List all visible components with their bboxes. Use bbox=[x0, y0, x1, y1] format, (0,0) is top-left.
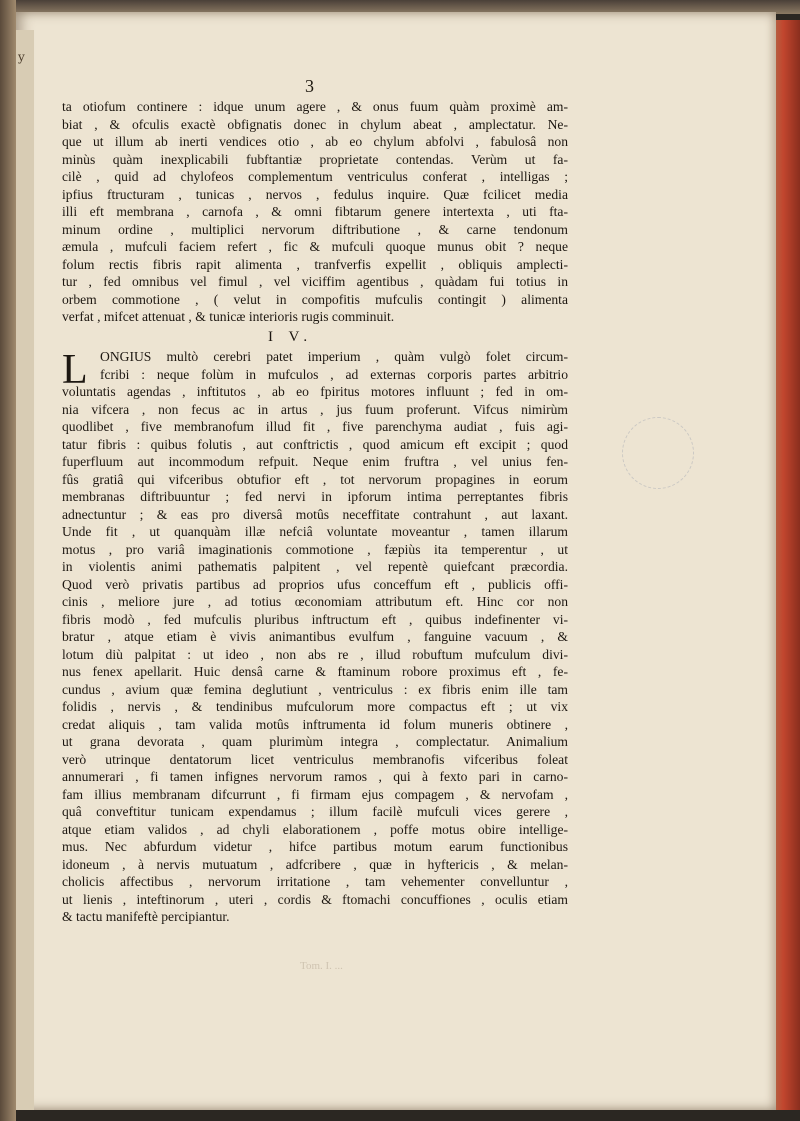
text-line: verò utrinque dentatorum licet ventriculus membranofis vifceribus foleat bbox=[62, 751, 568, 767]
text-line: Quod verò privatis partibus ad proprios ufus conceffum eft , publicis offi- bbox=[62, 576, 568, 592]
text-line: voluntatis agendas , inftitutos , ab eo fpiritus motores influunt ; fed in om- bbox=[62, 384, 568, 399]
text-line: cholicis affectibus , nervorum irritatione , tam vehementer convelluntur , bbox=[62, 874, 568, 889]
text-line: Unde fit , ut quanquàm illæ nefciâ voluntate moveantur , tamen illarum bbox=[62, 524, 568, 539]
library-stamp bbox=[622, 417, 694, 489]
text-line: nus fenex apellarit. Huic densâ carne & ftaminum robore proximus eft , fe- bbox=[62, 664, 568, 679]
text-line: lotum diù palpitat : ut ideo , non abs re , illud robuftum mufculum divi- bbox=[62, 646, 568, 662]
text-line: quâ conveftitur tunicam expendamus ; illum facilè mufculi vices gerere , bbox=[62, 804, 568, 819]
text-line: credat aliquis , tam valida motûs inftrumenta id folum muneris obtinere , bbox=[62, 716, 568, 732]
text-line: folidis , nervis , & tendinibus mufculorum more compactus eft ; ut vix bbox=[62, 699, 568, 714]
text-line: atque etiam validos , ad chyli elaborationem , poffe motus obire intellige- bbox=[62, 821, 568, 837]
left-page-fragment: y bbox=[18, 50, 25, 64]
text-line: ut grana devorata , quam plurimùm integra , complectatur. Animalium bbox=[62, 734, 568, 749]
text-line: in violentis animi pathematis palpitent , vel repentè quiefcant præcordia. bbox=[62, 559, 568, 574]
text-line: tatur fibris : quibus folutis , aut conftrictis , quod amicum eft excipit ; quod bbox=[62, 436, 568, 452]
text-line: membranas diftribuuntur ; fed nervi in ipforum intima perreptantes fibris bbox=[62, 489, 568, 504]
text-line: fcribi : neque folùm in mufculos , ad externas corporis partes arbitrio bbox=[100, 366, 568, 382]
paragraph-1 bbox=[62, 98, 568, 326]
text-line: bratur , atque etiam è vivis animantibus evulfum , fanguine vacuum , & bbox=[62, 629, 568, 644]
text-line: ta otiofum continere : idque unum agere , & onus fuum quàm proximè am- bbox=[62, 99, 568, 114]
text-line: ONGIUS multò cerebri patet imperium , quàm vulgò folet circum- bbox=[100, 349, 568, 364]
page-number: 3 bbox=[305, 76, 314, 96]
text-line: nia vifcera , non fecus ac in artus , jus fuum proferunt. Vifcus nimirùm bbox=[62, 401, 568, 417]
text-line: folum rectis fibris rapit alimenta , tranfverfis expellit , obliquis amplecti- bbox=[62, 256, 568, 272]
text-line: minum ordine , multiplici nervorum diftributione , & carne tendonum bbox=[62, 221, 568, 237]
show-through-text: Tom. I. ... bbox=[300, 960, 343, 972]
text-line: & tactu manifeftè percipiantur. bbox=[62, 909, 230, 924]
text-line: mus. Nec abfurdum videtur , hifce partibus motum earum functionibus bbox=[62, 839, 568, 854]
text-line: ipfius ftructuram , tunicas , nervos , fedulus inquire. Quæ fcilicet media bbox=[62, 186, 568, 202]
text-line: adnectuntur ; & eas pro diversâ motûs neceffitate contrahunt , aut laxant. bbox=[62, 506, 568, 522]
text-line: que ut illum ab inerti vendices otio , ab eo chylum abfolvi , fabulosâ non bbox=[62, 134, 568, 149]
drop-cap: L bbox=[62, 347, 88, 393]
page-red-edge bbox=[772, 20, 800, 1110]
text-line: tur , fed omnibus vel fimul , vel viciffim agentibus , quàdam fui totius in bbox=[62, 274, 568, 289]
text-line: idoneum , à nervis mutuatum , adfcribere , quæ in hyftericis , & melan- bbox=[62, 856, 568, 872]
text-line: ut lienis , inteftinorum , uteri , cordis & ftomachi concuffiones , oculis etiam bbox=[62, 891, 568, 907]
text-line: quodlibet , five membranofum illud fit , five parenchyma audiat , fuis agi- bbox=[62, 419, 568, 434]
text-line: verfat , mifcet attenuat , & tunicæ interioris rugis comminuit. bbox=[62, 309, 395, 324]
text-line: orbem commotione , ( velut in compofitis mufculis contingit ) alimenta bbox=[62, 291, 568, 307]
text-line: annumerari , fi tamen infignes nervorum ramos , qui à fexto pari in carno- bbox=[62, 769, 568, 784]
text-line: cinis , meliore jure , ad totius œconomiam attributum eft. Hinc cor non bbox=[62, 594, 568, 609]
text-line: cundus , avium quæ femina deglutiunt , ventriculus : ex fibris enim ille tam bbox=[62, 681, 568, 697]
paragraph-2 bbox=[62, 348, 568, 926]
text-line: fuperfluum aut incommodum refpuit. Neque enim fruftra , vel unius fen- bbox=[62, 454, 568, 469]
left-page-stub bbox=[16, 30, 34, 1110]
text-line: cilè , quid ad chylofeos complementum ventriculus conferat , intelligas ; bbox=[62, 169, 568, 184]
text-line: motus , pro variâ imaginationis commotione , fæpiùs ita temperentur , ut bbox=[62, 541, 568, 557]
text-line: fam illius membranam difcurrunt , fi firmam ejus compagem , & nervofam , bbox=[62, 786, 568, 802]
text-line: biat , & ofculis exactè obfignatis donec in chylum abeat , amplectatur. Ne- bbox=[62, 116, 568, 132]
section-heading: I V. bbox=[268, 329, 314, 345]
text-line: fûs gratiâ qui vifceribus obtufior eft , tot nervorum propagines in eorum bbox=[62, 471, 568, 487]
text-line: minùs quàm inexplicabili fubftantiæ proprietate contendas. Verùm ut fa- bbox=[62, 151, 568, 167]
text-line: illi eft membrana , carnofa , & omni fibtarum genere intertexta , uti fta- bbox=[62, 204, 568, 219]
text-line: fibris modò , fed mufculis pluribus inftructum eft , quibus indefinenter vi- bbox=[62, 611, 568, 627]
book-spine-edge bbox=[0, 0, 16, 1121]
text-line: æmula , mufculi faciem refert , fic & mufculi quoque munus obit ? neque bbox=[62, 239, 568, 254]
